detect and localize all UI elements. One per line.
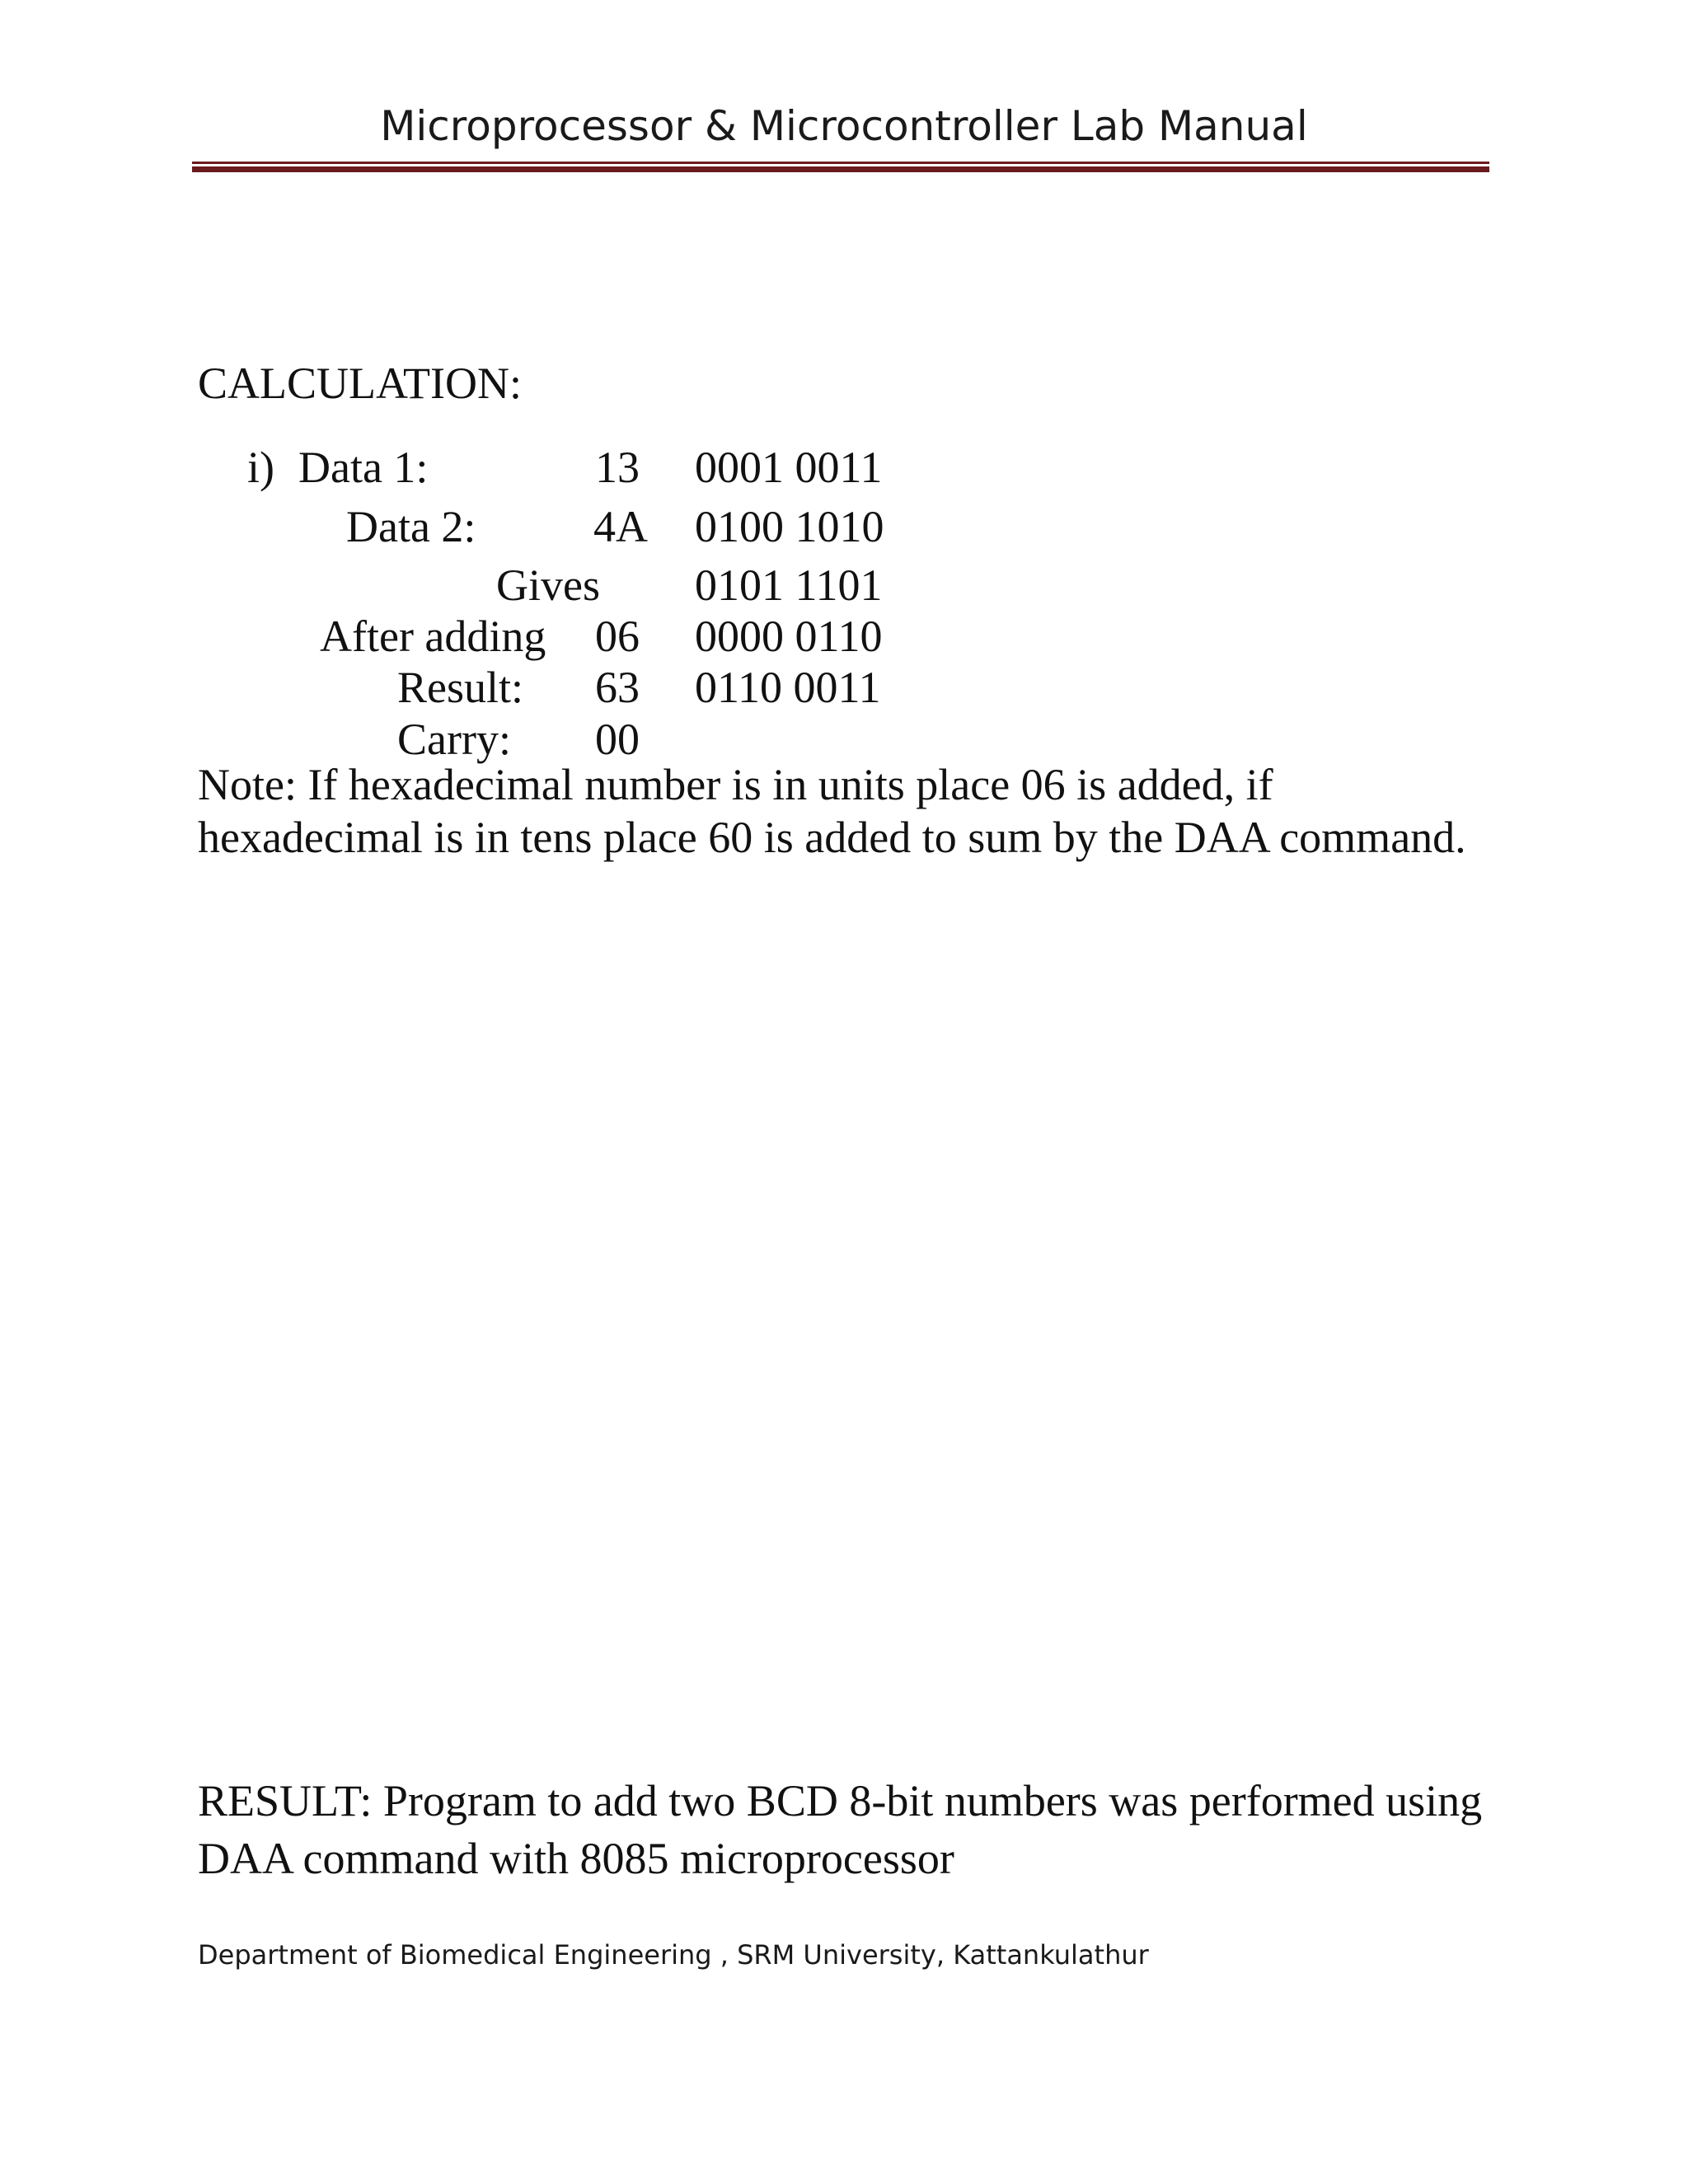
gives-binary: 0101 1101 [695, 560, 883, 610]
data2-binary: 0100 1010 [695, 502, 884, 551]
carry-label: Carry: [397, 715, 511, 764]
data1-label: Data 1: [298, 443, 429, 492]
after-adding-binary: 0000 0110 [695, 612, 883, 661]
result-binary: 0110 0011 [695, 663, 881, 712]
item-marker: i) [247, 443, 274, 492]
calculation-note [198, 758, 1517, 864]
data1-binary: 0001 0011 [695, 443, 883, 492]
result-hex: 63 [595, 663, 640, 712]
result-line: DAA command with 8085 microprocessor [198, 1834, 954, 1883]
carry-hex: 00 [595, 715, 640, 764]
page-header-title: Microprocessor & Microcontroller Lab Manual [380, 102, 1308, 150]
after-adding-label: After adding [320, 612, 546, 661]
data2-hex: 4A [593, 502, 648, 551]
result-label: Result: [397, 663, 524, 712]
header-divider [192, 162, 1489, 171]
gives-label: Gives [496, 560, 600, 610]
header-divider-thin-line [192, 162, 1489, 164]
data2-label: Data 2: [346, 502, 476, 551]
after-adding-hex: 06 [595, 612, 640, 661]
header-divider-thick-line [192, 166, 1489, 172]
data1-hex: 13 [595, 443, 640, 492]
page-footer: Department of Biomedical Engineering , SRM University, Kattankulathur [198, 1939, 1149, 1971]
note-line: hexadecimal is in tens place 60 is added to sum by the DAA command. [198, 813, 1466, 862]
result-line: RESULT: Program to add two BCD 8-bit numbers was performed using [198, 1776, 1483, 1825]
calculation-heading: CALCULATION: [198, 359, 522, 408]
result-statement [198, 1772, 1517, 1887]
note-line: Note: If hexadecimal number is in units place 06 is added, if [198, 760, 1273, 809]
